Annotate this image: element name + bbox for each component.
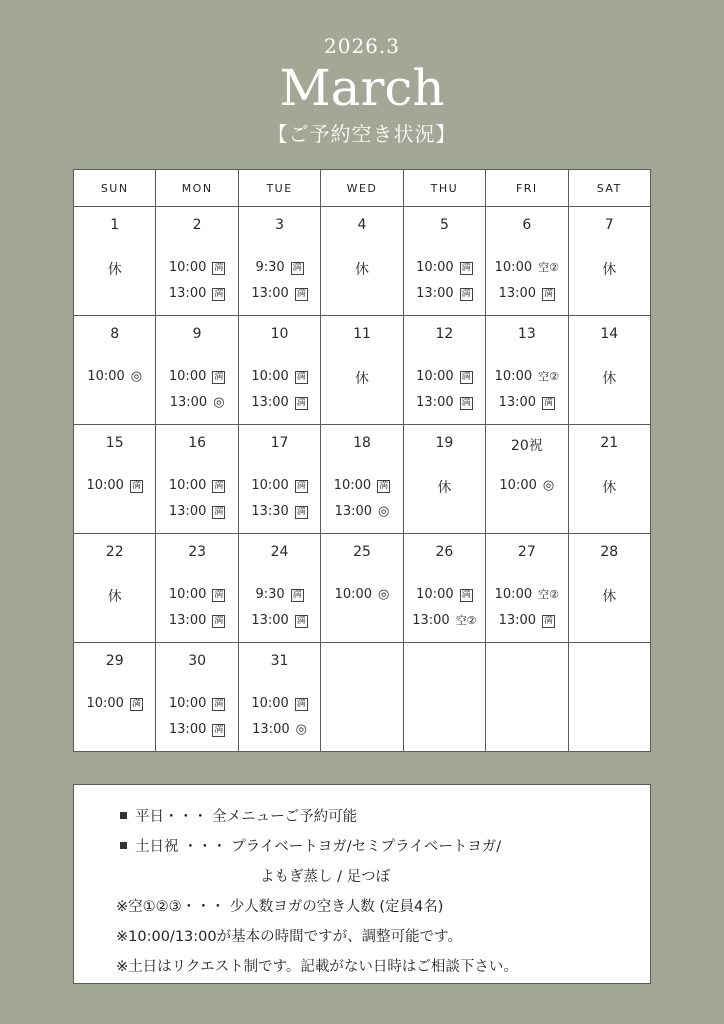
- calendar-day-cell: [486, 316, 568, 425]
- time-slot: [239, 473, 320, 499]
- day-number: 27: [517, 544, 536, 560]
- time-slot-list: [156, 582, 237, 634]
- time-slot: [486, 582, 567, 608]
- slot-status: 満: [461, 398, 471, 408]
- day-number: 9: [192, 326, 202, 342]
- slot-status: 満: [461, 590, 471, 600]
- slot-time: 13:00: [168, 286, 207, 301]
- slot-time: 13:30: [251, 504, 289, 519]
- slot-time: 10:00: [87, 369, 125, 384]
- time-slot: [404, 281, 485, 307]
- time-slot: [321, 499, 402, 525]
- closed-label: 休: [602, 262, 617, 278]
- calendar-day-cell: [74, 207, 156, 316]
- slot-time: 13:00: [416, 395, 454, 410]
- calendar-day-cell: [156, 534, 238, 643]
- time-slot-list: [404, 255, 485, 307]
- slot-time: 10:00: [168, 369, 207, 384]
- calendar-day-cell: [486, 207, 568, 316]
- calendar-day-cell: [74, 425, 156, 534]
- calendar-day-cell: [238, 425, 320, 534]
- slot-time: 13:00: [251, 286, 289, 301]
- calendar-week-row: [74, 316, 651, 425]
- slot-time: 13:00: [252, 722, 290, 737]
- calendar-day-cell: [74, 643, 156, 752]
- slot-time: 10:00: [86, 696, 124, 711]
- time-slot-list: [321, 473, 402, 525]
- weekday-info: [120, 805, 357, 826]
- calendar-day-cell: [486, 643, 568, 752]
- time-slot-list: [239, 255, 320, 307]
- month-title: March: [279, 59, 445, 117]
- time-slot: [404, 390, 485, 416]
- slot-status: 満: [214, 616, 224, 626]
- slot-time: 10:00: [416, 369, 454, 384]
- slot-status: 空②: [538, 261, 559, 274]
- slot-time: 10:00: [168, 696, 207, 711]
- weekend-info-continued: よもぎ蒸し / 足つぼ: [260, 869, 391, 885]
- slot-time: 13:00: [168, 722, 207, 737]
- time-slot: [74, 473, 155, 499]
- subtitle: 【ご予約空き状況】: [267, 122, 457, 146]
- calendar-day-cell: [403, 207, 485, 316]
- slot-time: 10:00: [168, 587, 207, 602]
- time-slot: [404, 608, 485, 634]
- slot-status: 満: [292, 590, 302, 600]
- time-slot-list: [156, 364, 237, 416]
- weekday-header: THU: [403, 170, 485, 207]
- time-slot: [239, 364, 320, 390]
- day-number: 17: [270, 435, 289, 451]
- slot-time: 10:00: [499, 478, 537, 493]
- slot-status: 満: [544, 616, 554, 626]
- slot-status: ◎: [378, 587, 390, 602]
- slot-status: 満: [131, 481, 141, 491]
- time-slot: [486, 390, 567, 416]
- time-slot-list: [74, 473, 155, 499]
- calendar-day-cell: [486, 534, 568, 643]
- slot-status: 満: [296, 699, 306, 709]
- day-number: 23: [188, 544, 207, 560]
- time-slot: [321, 473, 402, 499]
- time-slot-list: [156, 255, 237, 307]
- day-number: 30: [188, 653, 207, 669]
- slot-status: 満: [214, 289, 224, 299]
- time-slot: [239, 255, 320, 281]
- calendar-day-cell: [403, 534, 485, 643]
- calendar-day-cell: [321, 207, 403, 316]
- time-slot: [239, 691, 320, 717]
- note-weekend-request: ※土日はリクエスト制です。記載がない日時はご相談下さい。: [116, 959, 518, 975]
- calendar-week-row: [74, 643, 651, 752]
- day-number: 16: [188, 435, 207, 451]
- slot-time: 13:00: [334, 504, 373, 519]
- slot-status: 満: [214, 507, 224, 517]
- day-number: 4: [357, 217, 367, 233]
- day-number: 5: [439, 217, 449, 233]
- slot-time: 10:00: [251, 478, 289, 493]
- slot-status: 満: [296, 398, 306, 408]
- weekday-info-text: 平日・・・ 全メニューご予約可能: [135, 809, 358, 825]
- time-slot: [156, 717, 237, 743]
- time-slot-list: [74, 364, 155, 390]
- closed-label: 休: [354, 262, 369, 278]
- slot-time: 10:00: [251, 696, 289, 711]
- time-slot-list: [156, 473, 237, 525]
- time-slot: [156, 390, 237, 416]
- slot-time: 13:00: [251, 395, 289, 410]
- time-slot: [156, 255, 237, 281]
- day-number: 12: [435, 326, 454, 342]
- calendar-day-cell: [74, 534, 156, 643]
- time-slot: [156, 608, 237, 634]
- slot-time: 10:00: [168, 478, 207, 493]
- time-slot: [239, 717, 320, 743]
- day-number: 18: [353, 435, 371, 451]
- calendar-day-cell: [238, 534, 320, 643]
- calendar-day-cell: [568, 534, 650, 643]
- slot-status: 空②: [455, 614, 477, 627]
- slot-status: 満: [296, 481, 306, 491]
- slot-status: 満: [461, 372, 471, 382]
- slot-status: 満: [461, 263, 471, 273]
- time-slot: [486, 608, 567, 634]
- closed-label: 休: [107, 589, 122, 605]
- slot-time: 9:30: [255, 587, 285, 602]
- time-slot-list: [239, 582, 320, 634]
- time-slot: [156, 582, 237, 608]
- day-number: 19: [435, 435, 454, 451]
- calendar-week-row: [74, 207, 651, 316]
- time-slot: [156, 499, 237, 525]
- closed-label: 休: [602, 371, 617, 387]
- calendar-day-cell: [568, 316, 650, 425]
- day-number: 26: [435, 544, 454, 560]
- day-number: 20祝: [510, 438, 543, 454]
- slot-time: 10:00: [416, 587, 454, 602]
- time-slot: [156, 473, 237, 499]
- day-number: 6: [522, 217, 532, 233]
- day-number: 13: [517, 326, 536, 342]
- day-number: 3: [275, 217, 285, 233]
- calendar-day-cell: [321, 316, 403, 425]
- day-number: 14: [600, 326, 619, 342]
- time-slot: [239, 499, 320, 525]
- day-number: 10: [270, 326, 289, 342]
- calendar-week-row: [74, 425, 651, 534]
- slot-status: 満: [296, 289, 306, 299]
- slot-status: 空②: [538, 370, 559, 383]
- calendar-day-cell: [486, 425, 568, 534]
- slot-time: 10:00: [334, 587, 373, 602]
- time-slot-list: [486, 473, 567, 499]
- weekday-header: SUN: [74, 170, 156, 207]
- slot-status: 満: [214, 481, 224, 491]
- closed-label: 休: [602, 480, 617, 496]
- day-number: 22: [105, 544, 124, 560]
- time-slot-list: [404, 364, 485, 416]
- time-slot: [321, 582, 402, 608]
- weekday-header: MON: [156, 170, 238, 207]
- slot-time: 10:00: [168, 260, 207, 275]
- slot-time: 13:00: [498, 286, 537, 301]
- day-number: 29: [105, 653, 124, 669]
- calendar-day-cell: [321, 425, 403, 534]
- slot-status: 満: [131, 699, 141, 709]
- calendar-week-row: [74, 534, 651, 643]
- slot-status: ◎: [295, 722, 307, 737]
- weekday-header: SAT: [568, 170, 650, 207]
- calendar-day-cell: [403, 425, 485, 534]
- time-slot-list: [156, 691, 237, 743]
- time-slot: [156, 691, 237, 717]
- time-slot-list: [486, 582, 567, 634]
- slot-status: 満: [544, 289, 554, 299]
- calendar-day-cell: [156, 643, 238, 752]
- slot-time: 10:00: [494, 260, 533, 275]
- slot-status: 満: [214, 263, 224, 273]
- weekend-info-text: 土日祝 ・・・ プライベートヨガ/セミプライベートヨガ/: [135, 839, 502, 855]
- square-bullet-icon: [120, 842, 127, 849]
- slot-time: 10:00: [86, 478, 124, 493]
- slot-time: 13:00: [412, 613, 450, 628]
- closed-label: 休: [107, 262, 122, 278]
- time-slot: [239, 390, 320, 416]
- day-number: 28: [600, 544, 619, 560]
- time-slot: [239, 582, 320, 608]
- day-number: 15: [105, 435, 124, 451]
- slot-status: ◎: [542, 478, 555, 493]
- weekday-header: TUE: [238, 170, 320, 207]
- slot-status: ◎: [130, 369, 143, 384]
- calendar-day-cell: [403, 316, 485, 425]
- calendar-day-cell: [74, 316, 156, 425]
- time-slot-list: [486, 364, 567, 416]
- time-slot: [486, 281, 567, 307]
- weekday-header: WED: [321, 170, 403, 207]
- calendar-day-cell: [568, 425, 650, 534]
- day-number: 1: [110, 217, 120, 233]
- time-slot: [239, 281, 320, 307]
- slot-time: 13:00: [416, 286, 454, 301]
- time-slot: [404, 364, 485, 390]
- slot-time: 13:00: [168, 504, 207, 519]
- calendar-table: [73, 169, 651, 752]
- slot-time: 10:00: [333, 478, 372, 493]
- time-slot: [404, 582, 485, 608]
- square-bullet-icon: [120, 812, 127, 819]
- slot-status: 満: [544, 398, 554, 408]
- year-label: 2026.3: [324, 34, 400, 58]
- note-time: ※10:00/13:00が基本の時間ですが、調整可能です。: [116, 929, 462, 945]
- calendar-day-cell: [238, 207, 320, 316]
- calendar-day-cell: [156, 316, 238, 425]
- time-slot: [74, 364, 155, 390]
- time-slot-list: [404, 582, 485, 634]
- closed-label: 休: [602, 589, 617, 605]
- time-slot: [486, 473, 567, 499]
- slot-status: 満: [379, 481, 389, 491]
- weekend-info: [120, 835, 501, 856]
- slot-status: 満: [214, 699, 224, 709]
- calendar-day-cell: [156, 425, 238, 534]
- slot-time: 10:00: [494, 587, 533, 602]
- calendar-day-cell: [238, 316, 320, 425]
- slot-time: 9:30: [255, 260, 285, 275]
- day-number: 11: [353, 326, 371, 342]
- slot-time: 13:00: [168, 613, 207, 628]
- closed-label: 休: [354, 371, 369, 387]
- time-slot-list: [486, 255, 567, 307]
- slot-time: 10:00: [251, 369, 289, 384]
- calendar-day-cell: [403, 643, 485, 752]
- calendar-body: [74, 207, 651, 752]
- slot-status: 満: [214, 725, 224, 735]
- time-slot: [156, 364, 237, 390]
- calendar-day-cell: [568, 643, 650, 752]
- time-slot-list: [239, 473, 320, 525]
- day-number: 8: [110, 326, 120, 342]
- day-number: 2: [192, 217, 202, 233]
- slot-status: ◎: [213, 395, 225, 410]
- slot-status: 満: [292, 263, 302, 273]
- time-slot: [74, 691, 155, 717]
- note-capacity: ※空①②③・・・ 少人数ヨガの空き人数 (定員4名): [116, 899, 444, 915]
- calendar-day-cell: [321, 534, 403, 643]
- slot-time: 10:00: [416, 260, 454, 275]
- calendar-day-cell: [238, 643, 320, 752]
- slot-status: ◎: [378, 504, 390, 519]
- slot-status: 満: [296, 372, 306, 382]
- time-slot: [239, 608, 320, 634]
- slot-time: 13:00: [498, 395, 537, 410]
- slot-status: 満: [214, 590, 224, 600]
- slot-time: 13:00: [498, 613, 537, 628]
- slot-status: 満: [296, 507, 306, 517]
- day-number: 31: [270, 653, 289, 669]
- calendar-day-cell: [156, 207, 238, 316]
- day-number: 25: [353, 544, 371, 560]
- calendar-day-cell: [568, 207, 650, 316]
- day-number: 21: [600, 435, 619, 451]
- slot-status: 満: [461, 289, 471, 299]
- slot-time: 13:00: [169, 395, 208, 410]
- slot-status: 満: [296, 616, 306, 626]
- slot-status: 満: [214, 372, 224, 382]
- time-slot: [486, 364, 567, 390]
- time-slot-list: [239, 691, 320, 743]
- time-slot-list: [321, 582, 402, 608]
- calendar-day-cell: [321, 643, 403, 752]
- slot-time: 13:00: [251, 613, 289, 628]
- time-slot: [486, 255, 567, 281]
- slot-time: 10:00: [494, 369, 533, 384]
- time-slot: [156, 281, 237, 307]
- slot-status: 空②: [538, 588, 559, 601]
- day-number: 7: [604, 217, 614, 233]
- time-slot-list: [239, 364, 320, 416]
- weekday-header: FRI: [486, 170, 568, 207]
- info-box: [73, 784, 651, 984]
- weekday-header-row: [74, 170, 651, 207]
- time-slot: [404, 255, 485, 281]
- day-number: 24: [270, 544, 289, 560]
- closed-label: 休: [437, 480, 452, 496]
- time-slot-list: [74, 691, 155, 717]
